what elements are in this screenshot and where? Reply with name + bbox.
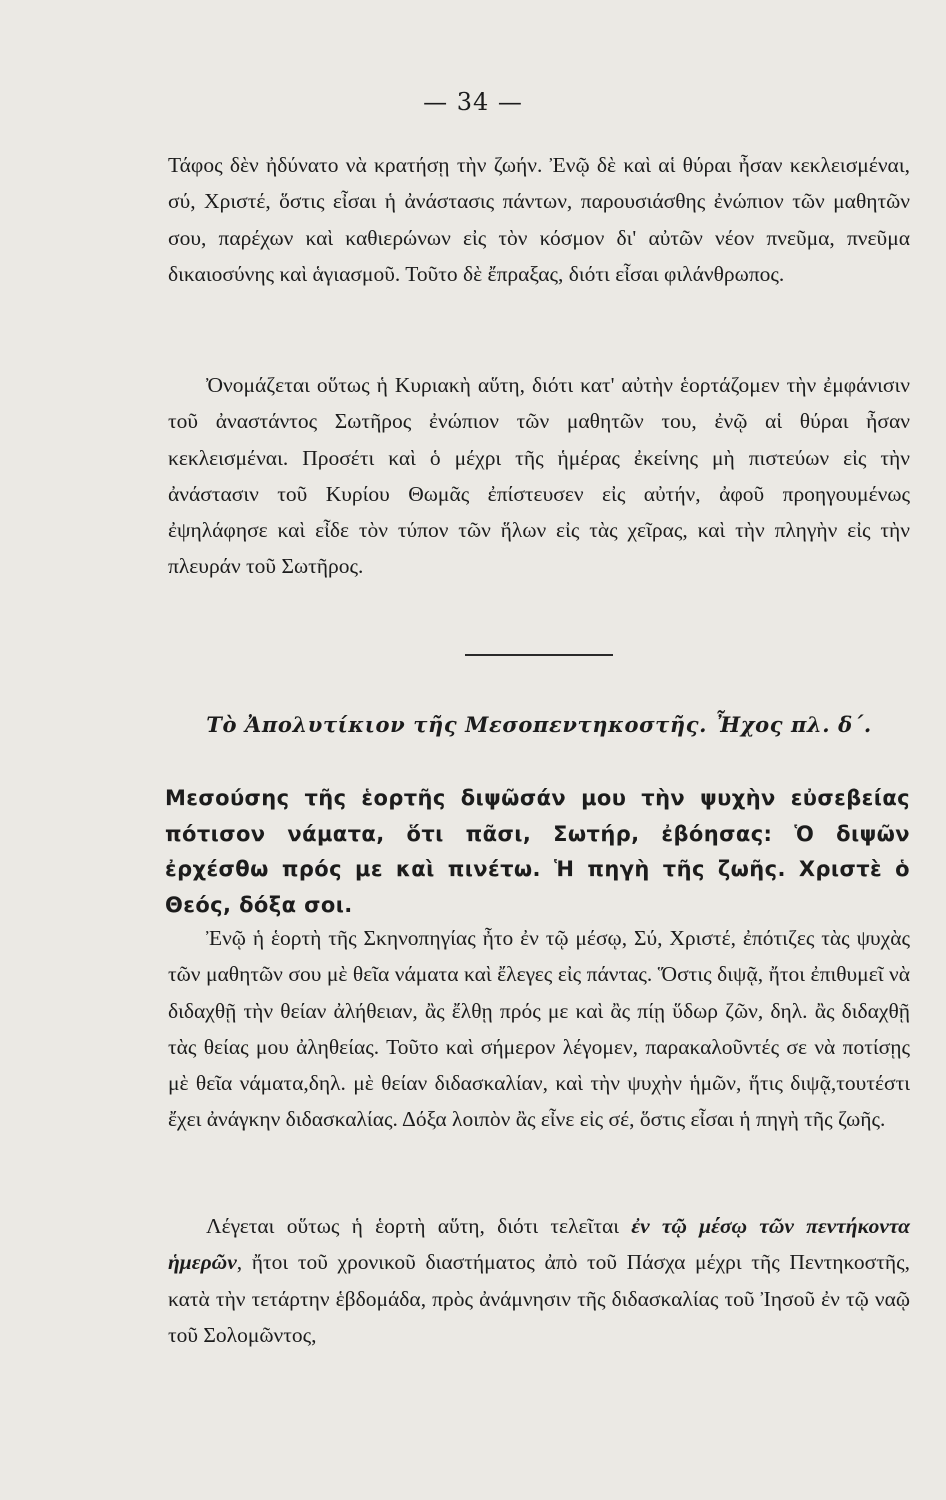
paragraph-block-2: [168, 367, 910, 585]
section-title-apolytikion: Τὸ Ἀπολυτίκιον τῆς Μεσοπεντηκοστῆς. Ἦχος πλ. δ΄.: [206, 712, 872, 737]
paragraph-block-3: [168, 920, 910, 1138]
emphasis-text: ἐν τῷ μέσῳ τῶν πεντήκοντα ἡμερῶν: [168, 1214, 910, 1275]
paragraph-text-end: , ἤτοι τοῦ χρονικοῦ διαστήματος ἀπὸ τοῦ Πάσχα μέχρι τῆς Πεντηκοστῆς, κατὰ τὴν τετάρτην ἑβδομάδα, πρὸς ἀνάμνησιν τῆς διδασκαλίας τοῦ Ἰησοῦ ἐν τῷ ναῷ τοῦ Σολομῶντος,: [168, 1250, 910, 1347]
paragraph-commentary: Ἐνῷ ἡ ἑορτὴ τῆς Σκηνοπηγίας ἦτο ἐν τῷ μέσῳ, Σύ, Χριστέ, ἐπότιζες τὰς ψυχὰς τῶν μαθητῶν σου μὲ θεῖα νάματα καὶ ἔλεγες εἰς πάντας. Ὅστις διψᾷ, ἤτοι ἐπιθυμεῖ νὰ διδαχθῇ τὴν θείαν ἀλήθειαν, ἂς ἔλθῃ πρός με καὶ ἂς πίῃ ὕδωρ ζῶν, δηλ. ἂς διδαχθῇ τὰς θείας μου ἀληθείας. Τοῦτο καὶ σήμερον λέγομεν, παρακαλοῦντές σε νὰ ποτίσῃς μὲ θεῖα νάματα,δηλ. μὲ θείαν διδασκαλίαν, καὶ τὴν ψυχὴν ἡμῶν, ἥτις διψᾷ,τουτέστι ἔχει ἀνάγκην διδασκαλίας. Δόξα λοιπὸν ἂς εἶνε εἰς σέ, ὅστις εἶσαι ἡ πηγὴ τῆς ζωῆς.: [168, 926, 910, 1132]
paragraph-block-1: [168, 147, 910, 292]
section-divider: [465, 654, 613, 656]
hymn-text: Μεσούσης τῆς ἑορτῆς διψῶσάν μου τὴν ψυχὴν εὐσεβείας πότισον νάματα, ὅτι πᾶσι, Σωτήρ, ἐβόησας: Ὁ διψῶν ἐρχέσθω πρός με καὶ πινέτω. Ἡ πηγὴ τῆς ζωῆς. Χριστὲ ὁ Θεός, δόξα σοι.: [165, 786, 910, 917]
paragraph-text-start: Λέγεται οὕτως ἡ ἑορτὴ αὕτη, διότι τελεῖται: [206, 1214, 632, 1238]
paragraph-block-4: [168, 1208, 910, 1353]
paragraph-sunday-thomas: Ὀνομάζεται οὕτως ἡ Κυριακὴ αὕτη, διότι κατ' αὐτὴν ἑορτάζομεν τὴν ἐμφάνισιν τοῦ ἀναστάντος Σωτῆρος ἐνώπιον τῶν μαθητῶν του, ἐνῷ αἱ θύραι ἦσαν κεκλεισμέναι. Προσέτι καὶ ὁ μέχρι τῆς ἡμέρας ἐκείνης μὴ πιστεύων εἰς τὴν ἀνάστασιν τοῦ Κυρίου Θωμᾶς ἐπίστευσεν εἰς αὐτήν, ἀφοῦ προηγουμένως ἐψηλάφησε καὶ εἶδε τὸν τύπον τῶν ἥλων εἰς τὰς χεῖρας, καὶ τὴν πληγὴν εἰς τὴν πλευράν τοῦ Σωτῆρος.: [168, 373, 910, 579]
page-number: — 34 —: [423, 88, 523, 116]
paragraph-resurrection: Τάφος δὲν ἠδύνατο νὰ κρατήσῃ τὴν ζωήν. Ἐνῷ δὲ καὶ αἱ θύραι ἦσαν κεκλεισμέναι, σύ, Χριστέ, ὅστις εἶσαι ἡ ἀνάστασις πάντων, παρουσιάσθης ἐνώπιον τῶν μαθητῶν σου, παρέχων καὶ καθιερώνων εἰς τὸν κόσμον δι' αὐτῶν νέον πνεῦμα, πνεῦμα δικαιοσύνης καὶ ἁγιασμοῦ. Τοῦτο δὲ ἔπραξας, διότι εἶσαι φιλάνθρωπος.: [168, 153, 910, 286]
paragraph-feast-explanation: [168, 1208, 910, 1353]
